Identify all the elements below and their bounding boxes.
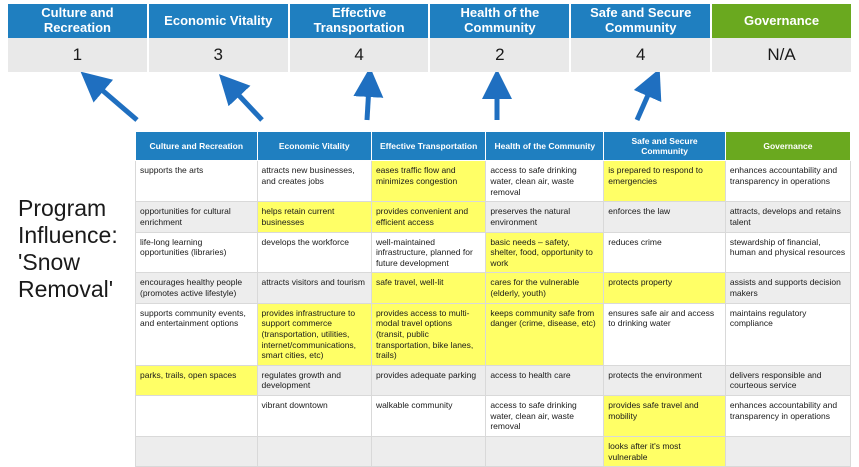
matrix-cell: vibrant downtown [257,396,371,437]
header-cell-economic-vitality: Economic Vitality [149,4,290,38]
matrix-cell [257,436,371,466]
matrix-cell [136,436,258,466]
matrix-header-safe-and-secure-community: Safe and Secure Community [604,132,726,161]
matrix-cell: protects the environment [604,365,726,395]
matrix-cell: preserves the natural environment [486,202,604,232]
matrix-cell: stewardship of financial, human and physical resources [725,232,850,273]
matrix-cell: life-long learning opportunities (libraries) [136,232,258,273]
matrix-cell: walkable community [371,396,485,437]
matrix-cell: assists and supports decision makers [725,273,850,303]
matrix-cell: enforces the law [604,202,726,232]
matrix-cell [371,436,485,466]
matrix-cell: access to safe drinking water, clean air, waste removal [486,396,604,437]
matrix-row [136,232,851,273]
header-cell-culture-and-recreation: Culture and Recreation [8,4,149,38]
matrix-cell: delivers responsible and courteous service [725,365,850,395]
matrix-cell [725,436,850,466]
scorecard-header-bar [8,4,851,38]
matrix-cell [136,396,258,437]
arrow-safe-and-secure-community [637,86,652,120]
matrix-row [136,303,851,365]
matrix-cell: attracts new businesses, and creates jobs [257,161,371,202]
score-safe-and-secure-community: 4 [571,38,712,72]
matrix-cell: eases traffic flow and minimizes congestion [371,161,485,202]
matrix-header-effective-transportation: Effective Transportation [371,132,485,161]
matrix-cell: enhances accountability and transparency in operations [725,396,850,437]
matrix-row [136,202,851,232]
program-influence-caption: Program Influence: 'Snow Removal' [18,195,118,303]
matrix-row [136,273,851,303]
matrix-cell: safe travel, well-lit [371,273,485,303]
header-cell-safe-and-secure-community: Safe and Secure Community [571,4,712,38]
matrix-cell: keeps community safe from danger (crime, disease, etc) [486,303,604,365]
arrow-culture-and-recreation [95,84,137,120]
header-cell-effective-transportation: Effective Transportation [290,4,431,38]
matrix-row [136,436,851,466]
matrix-cell: attracts, develops and retains talent [725,202,850,232]
arrow-economic-vitality [232,88,262,120]
matrix-row [136,365,851,395]
matrix-header-culture-and-recreation: Culture and Recreation [136,132,258,161]
score-health-of-the-community: 2 [430,38,571,72]
matrix-cell: encourages healthy people (promotes active lifestyle) [136,273,258,303]
matrix-cell: ensures safe air and access to drinking water [604,303,726,365]
matrix-cell: looks after it's most vulnerable [604,436,726,466]
matrix-cell: supports community events, and entertainment options [136,303,258,365]
matrix-header-health-of-the-community: Health of the Community [486,132,604,161]
matrix-cell: cares for the vulnerable (elderly, youth) [486,273,604,303]
matrix-cell: access to health care [486,365,604,395]
matrix-row [136,396,851,437]
score-governance: N/A [767,45,796,64]
matrix-cell: protects property [604,273,726,303]
matrix-cell [486,436,604,466]
matrix-cell: maintains regulatory compliance [725,303,850,365]
matrix-cell: develops the workforce [257,232,371,273]
header-cell-health-of-the-community: Health of the Community [430,4,571,38]
matrix-cell: provides adequate parking [371,365,485,395]
matrix-cell: provides safe travel and mobility [604,396,726,437]
matrix-cell: provides access to multi-modal travel options (transit, public transportation, bike lanes, trails) [371,303,485,365]
matrix-cell: basic needs – safety, shelter, food, opportunity to work [486,232,604,273]
influence-matrix [135,131,851,467]
matrix-cell: supports the arts [136,161,258,202]
matrix-header-economic-vitality: Economic Vitality [257,132,371,161]
matrix-cell: opportunities for cultural enrichment [136,202,258,232]
matrix-header-governance: Governance [725,132,850,161]
header-cell-governance: Governance [712,4,851,38]
matrix-cell: well-maintained infrastructure, planned for future development [371,232,485,273]
matrix-cell: reduces crime [604,232,726,273]
score-effective-transportation: 4 [290,38,431,72]
matrix-cell: provides infrastructure to support commerce (transportation, utilities, internet/communications, smart cities, etc) [257,303,371,365]
matrix-cell: regulates growth and development [257,365,371,395]
matrix-cell: attracts visitors and tourism [257,273,371,303]
matrix-cell: provides convenient and efficient access [371,202,485,232]
matrix-cell: is prepared to respond to emergencies [604,161,726,202]
score-culture-and-recreation: 1 [8,38,149,72]
arrow-effective-transportation [367,86,369,120]
matrix-cell: parks, trails, open spaces [136,365,258,395]
matrix-header-row [136,132,851,161]
matrix-row [136,161,851,202]
matrix-cell: enhances accountability and transparency in operations [725,161,850,202]
matrix-cell: access to safe drinking water, clean air, waste removal [486,161,604,202]
scorecard-score-band [8,38,851,72]
arrow-group [0,72,859,132]
matrix-cell: helps retain current businesses [257,202,371,232]
score-economic-vitality: 3 [149,38,290,72]
